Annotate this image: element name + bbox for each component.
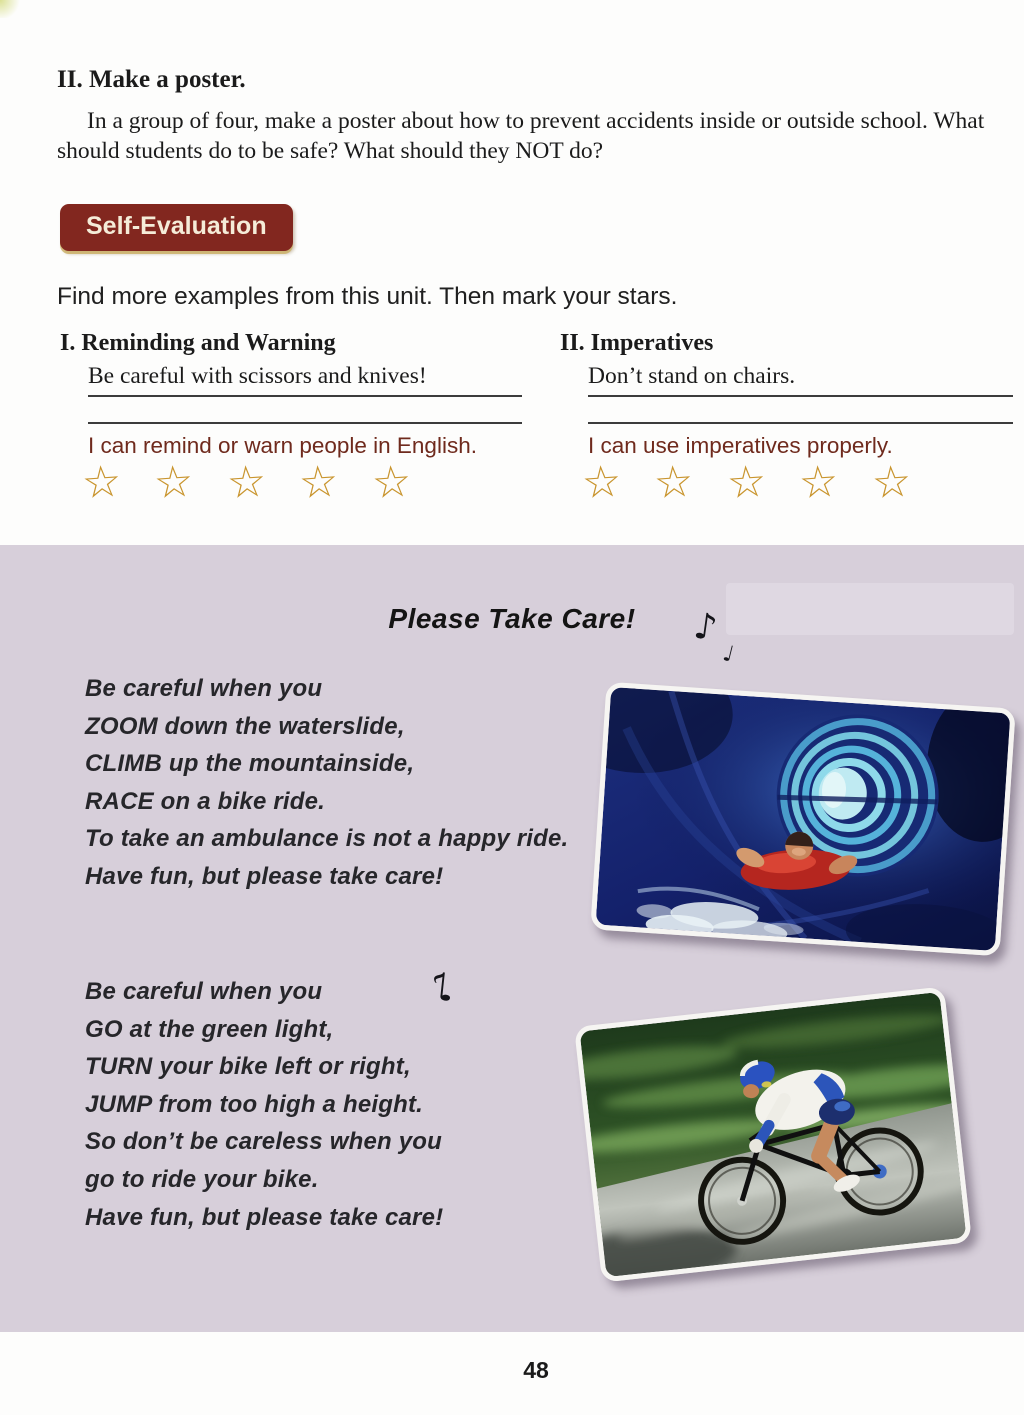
star-icon[interactable]: ☆	[370, 455, 413, 510]
star-icon[interactable]: ☆	[297, 455, 341, 510]
star-rating	[80, 455, 522, 510]
self-evaluation-banner: Self-Evaluation	[60, 204, 293, 251]
example-sentence: Be careful with scissors and knives!	[88, 363, 427, 389]
star-icon[interactable]: ☆	[152, 455, 196, 510]
poem-verse-1	[85, 670, 568, 896]
poem-line: Be careful when you	[85, 978, 323, 1005]
column-heading-reminding-warning: I. Reminding and Warning	[60, 330, 336, 356]
music-notes-icon	[691, 605, 737, 668]
poem-line: GO at the green light,	[85, 1015, 334, 1043]
star-icon[interactable]: ☆	[797, 455, 841, 510]
can-do-statement: I can remind or warn people in English.	[88, 433, 477, 458]
star-icon[interactable]: ☆	[580, 455, 624, 510]
example-line-filled	[88, 363, 522, 397]
please-take-care-section	[0, 545, 1024, 1332]
poem-verse-2	[85, 973, 443, 1236]
sixteenth-note-icon: ♪	[427, 963, 457, 1011]
poem-title: Please Take Care!	[388, 603, 636, 634]
star-icon[interactable]: ☆	[225, 455, 269, 510]
cyclist-photo	[574, 986, 972, 1282]
can-do-statement: I can use imperatives properly.	[588, 433, 893, 458]
poem-line: TURN your bike left or right,	[85, 1053, 411, 1081]
example-line-filled	[588, 363, 1013, 397]
star-icon[interactable]: ☆	[80, 455, 124, 510]
poem-line: So don’t be careless when you	[85, 1128, 442, 1156]
star-icon[interactable]: ☆	[725, 455, 769, 510]
star-icon[interactable]: ☆	[652, 455, 696, 510]
star-icon[interactable]: ☆	[870, 455, 913, 510]
poem-line: To take an ambulance is not a happy ride.	[85, 825, 569, 853]
quarter-note-icon: ♩	[720, 641, 737, 668]
make-poster-heading: II. Make a poster.	[57, 66, 246, 93]
star-rating	[580, 455, 1013, 510]
poem-line: ZOOM down the waterslide,	[85, 712, 405, 740]
poem-line: JUMP from too high a height.	[85, 1090, 424, 1118]
reminding-warning-column	[60, 330, 522, 510]
waterslide-photo	[590, 682, 1016, 957]
self-evaluation-instruction: Find more examples from this unit. Then mark your stars.	[57, 283, 678, 310]
answer-blank[interactable]	[88, 397, 522, 424]
poem-line: go to ride your bike.	[85, 1165, 319, 1193]
poem-line: Have fun, but please take care!	[85, 1203, 444, 1231]
page-number: 48	[523, 1357, 549, 1383]
make-poster-instructions: In a group of four, make a poster about how to prevent accidents inside or outside school. What should students do to be safe? What should they NOT do?	[57, 108, 985, 164]
poem-line: Be careful when you	[85, 675, 323, 702]
poem-line: Have fun, but please take care!	[85, 862, 444, 890]
answer-blank[interactable]	[588, 397, 1013, 424]
example-sentence: Don’t stand on chairs.	[588, 363, 796, 389]
imperatives-column	[560, 330, 1013, 510]
column-heading-imperatives: II. Imperatives	[560, 330, 714, 356]
scan-smudge	[0, 0, 22, 18]
eighth-note-icon: ♪	[691, 605, 720, 650]
poem-line: CLIMB up the mountainside,	[85, 750, 415, 778]
poem-line: RACE on a bike ride.	[85, 787, 326, 815]
